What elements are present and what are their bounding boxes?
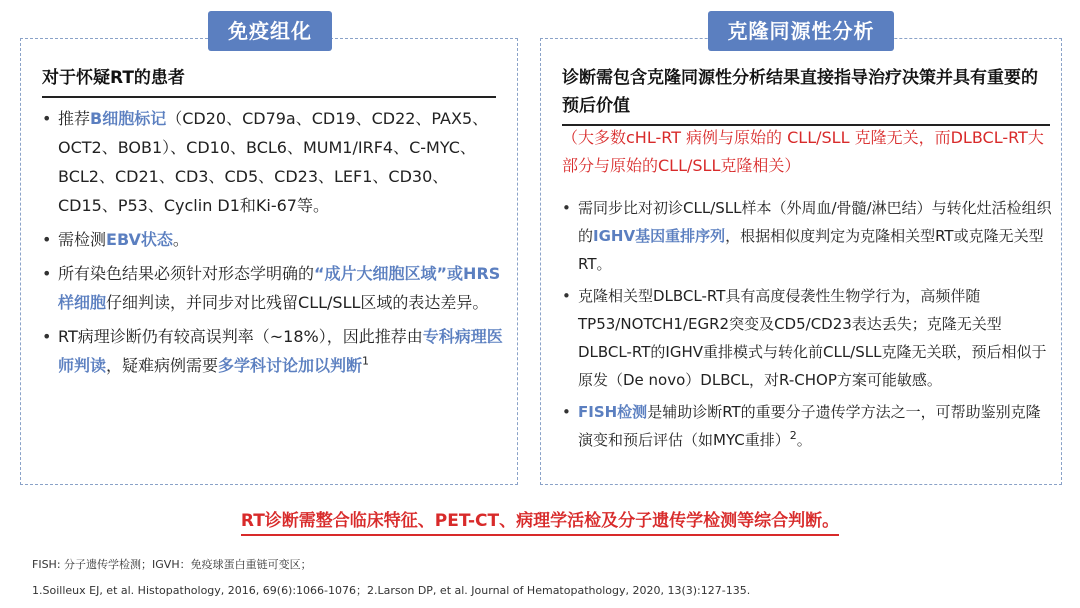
right-panel-heading: 诊断需包含克隆同源性分析结果直接指导治疗决策并具有重要的预后价值: [562, 64, 1050, 126]
immunohistochemistry-tab: 免疫组化: [208, 11, 332, 51]
right-bullet-list: [560, 194, 1052, 458]
left-panel-heading: 对于怀疑RT的患者: [42, 64, 496, 98]
reference-footnote: 1.Soilleux EJ, et al. Histopathology, 2016, 69(6):1066-1076；2.Larson DP, et al. Journal of Hematopathology, 2020, 13(3):127-135.: [32, 584, 751, 597]
highlight-text: EBV状态: [106, 230, 173, 249]
bullet-text: 克隆相关型DLBCL-RT具有高度侵袭性生物学行为，高频伴随TP53/NOTCH1/EGR2突变及CD5/CD23表达丢失；克隆无关型DLBCL-RT的IGHV重排模式与转化前CLL/SLL克隆无关联，预后相似于原发（De novo）DLBCL，对R-CHOP方案可能敏感。: [578, 287, 1047, 389]
bullet-item: [560, 282, 1052, 394]
bullet-item: [40, 259, 506, 317]
bullet-text: ，疑难病例需要: [106, 356, 219, 375]
bullet-text: （CD20、CD79a、CD19、CD22、PAX5、OCT2、BOB1）、CD10、BCL6、MUM1/IRF4、C-MYC、BCL2、CD21、CD3、CD5、CD23、LEF1、CD30、CD15、P53、Cyclin D1和Ki-67等。: [58, 109, 489, 215]
highlight-text: 多学科讨论加以判断: [218, 356, 363, 375]
highlight-text: 专科病理医师判读: [58, 327, 503, 375]
reference-marker: 2: [789, 429, 797, 442]
highlight-text: B细胞标记: [90, 109, 167, 128]
abbreviation-footnote: FISH: 分子遗传学检测；IGVH：免疫球蛋白重链可变区；: [32, 558, 312, 571]
bullet-text: 。: [172, 230, 189, 249]
left-bullet-list: [40, 104, 506, 385]
reference-marker: 1: [362, 354, 370, 368]
bullet-text: RT病理诊断仍有较高误判率（~18%），因此推荐由: [58, 327, 423, 346]
bullet-item: [40, 322, 506, 380]
conclusion-statement: [0, 506, 1080, 531]
clonal-analysis-tab: 克隆同源性分析: [708, 11, 894, 51]
bullet-text: 是辅助诊断RT的重要分子遗传学方法之一，可帮助鉴别克隆演变和预后评估（如MYC重排）: [578, 403, 1041, 449]
bullet-text: 所有染色结果必须针对形态学明确的: [58, 264, 315, 283]
bullet-text: 推荐: [58, 109, 91, 128]
bullet-text: 。: [796, 431, 812, 449]
highlight-text: IGHV基因重排序列: [593, 227, 726, 245]
bullet-text: 需同步比对初诊CLL/SLL样本（外周血/骨髓/淋巴结）与转化灶活检组织的: [578, 199, 1052, 245]
bullet-text: 仔细判读，并同步对比残留CLL/SLL区域的表达差异。: [106, 293, 489, 312]
bullet-item: [560, 398, 1052, 454]
bullet-item: [40, 225, 506, 254]
clonal-relation-note: （大多数cHL-RT 病例与原始的 CLL/SLL 克隆无关，而DLBCL-RT大部分与原始的CLL/SLL克隆相关）: [562, 128, 1044, 175]
bullet-text: 需检测: [58, 230, 107, 249]
bullet-item: [560, 194, 1052, 278]
conclusion-text: RT诊断需整合临床特征、PET-CT、病理学活检及分子遗传学检测等综合判断。: [241, 511, 839, 536]
highlight-text: “成片大细胞区域”或HRS样细胞: [58, 264, 501, 312]
bullet-item: [40, 104, 506, 220]
bullet-text: ，根据相似度判定为克隆相关型RT或克隆无关型RT。: [578, 227, 1044, 273]
highlight-text: FISH检测: [578, 403, 648, 421]
